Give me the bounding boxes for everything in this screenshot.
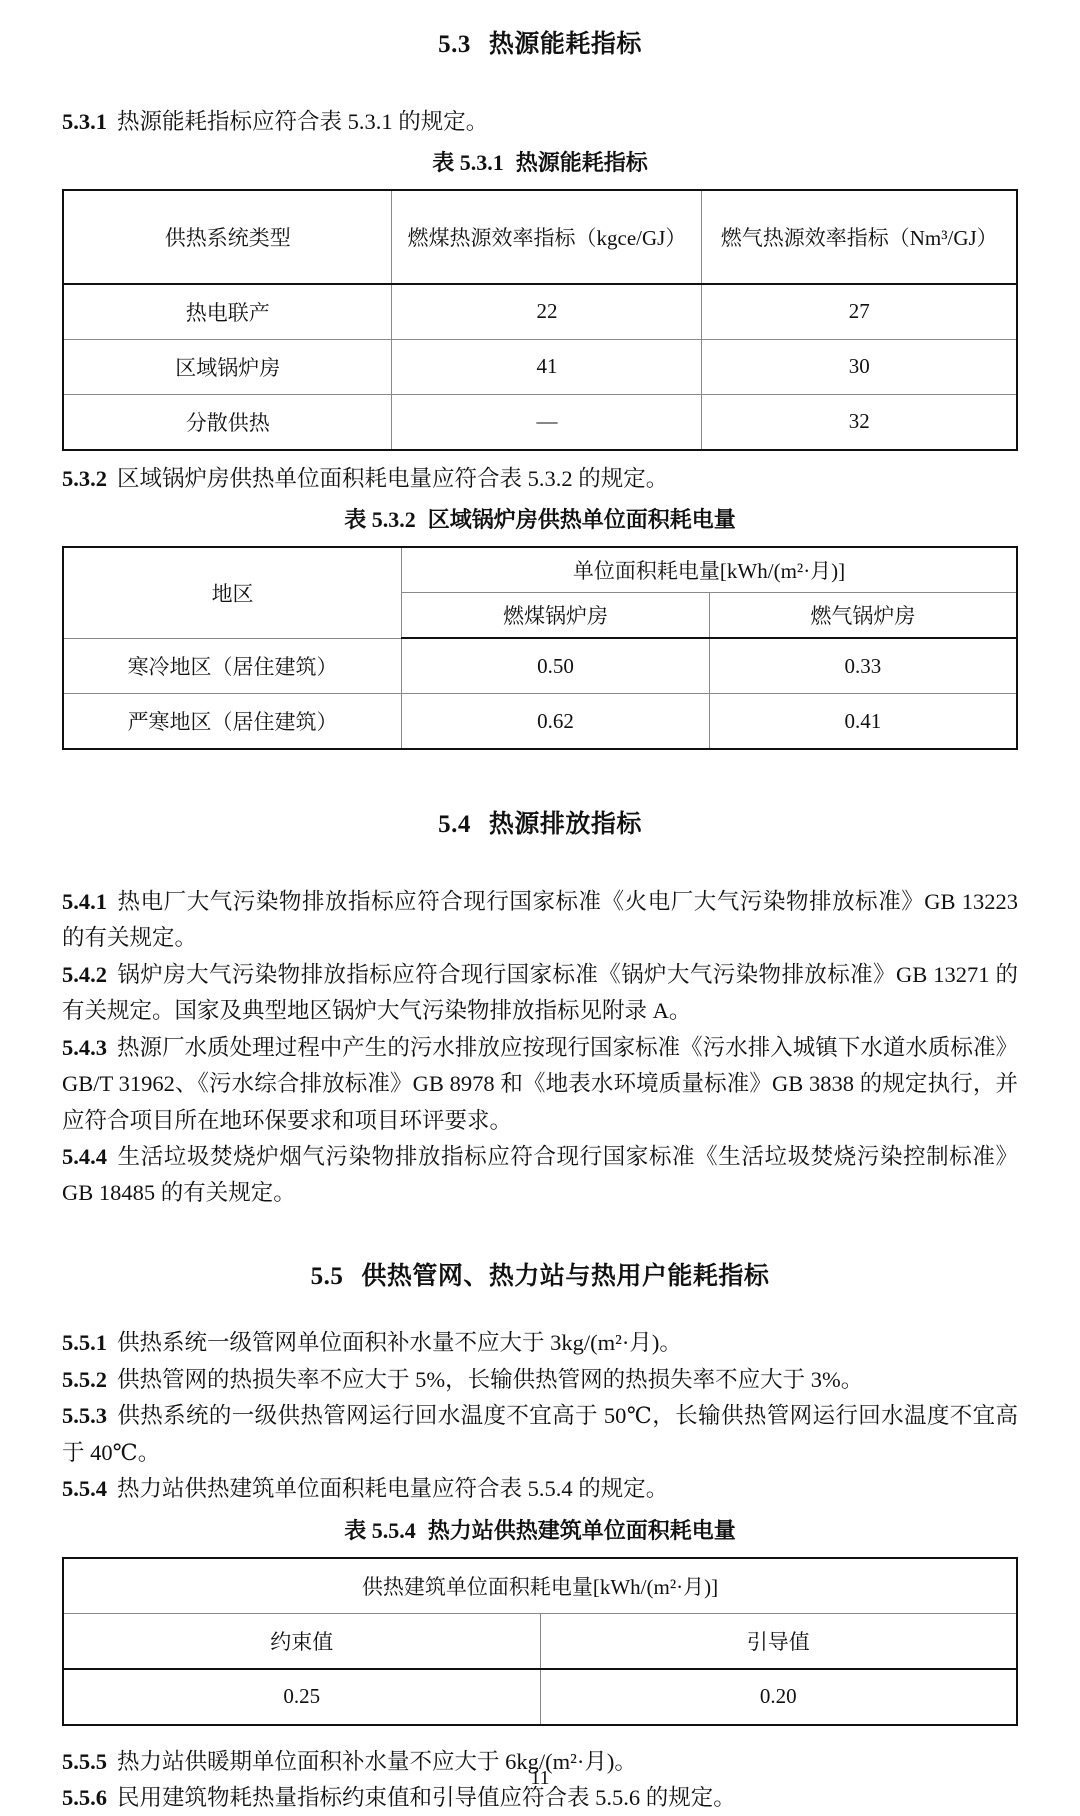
clause-text-5-3-2: 区域锅炉房供热单位面积耗电量应符合表 5.3.2 的规定。 [117, 465, 669, 491]
table-header-cell: 约束值 [63, 1613, 540, 1669]
table-header-cell: 燃气热源效率指标（Nm³/GJ） [702, 190, 1017, 284]
table-cell: 0.20 [540, 1669, 1017, 1725]
table-caption-5-3-2 [62, 503, 1018, 536]
table-cell: 热电联产 [63, 284, 392, 340]
section-number-5-4: 5.4 [438, 811, 471, 839]
clause-number-5-5-2: 5.5.2 [62, 1366, 107, 1392]
table-header-cell: 引导值 [540, 1613, 1017, 1669]
table-row [63, 339, 1017, 394]
table-cell: 41 [392, 339, 702, 394]
clause-text-5-4-4: 生活垃圾焚烧炉烟气污染物排放指标应符合现行国家标准《生活垃圾焚烧污染控制标准》GB 18485 的有关规定。 [62, 1143, 1018, 1206]
table-header-row [63, 1558, 1017, 1614]
clause-5-3-2 [62, 461, 1018, 497]
table-cell: 0.62 [402, 694, 710, 750]
table-cell: 0.41 [709, 694, 1017, 750]
table-title-5-5-4: 热力站供热建筑单位面积耗电量 [427, 1517, 736, 1543]
table-caption-5-5-4 [62, 1514, 1018, 1547]
table-row [63, 638, 1017, 694]
table-number-5-3-2: 表 5.3.2 [344, 507, 416, 533]
clause-5-5-1 [62, 1325, 1018, 1361]
table-cell: 0.25 [63, 1669, 540, 1725]
clause-number-5-5-3: 5.5.3 [62, 1403, 107, 1429]
section-heading-5-5 [62, 1258, 1018, 1296]
page-number: 11 [530, 1767, 550, 1790]
clause-text-5-5-3: 供热系统的一级供热管网运行回水温度不宜高于 50℃，长输供热管网运行回水温度不宜高于 40℃。 [62, 1403, 1018, 1465]
table-subheader-row [63, 1613, 1017, 1669]
clause-5-5-4 [62, 1471, 1018, 1507]
table-header-cell: 燃气锅炉房 [709, 593, 1017, 639]
section-heading-5-4 [62, 806, 1018, 844]
clause-number-5-5-5: 5.5.5 [62, 1748, 107, 1774]
table-cell: 分散供热 [63, 394, 392, 450]
table-header-cell-region: 地区 [63, 547, 402, 638]
table-cell: 寒冷地区（居住建筑） [63, 638, 402, 694]
table-cell: 区域锅炉房 [63, 339, 392, 394]
table-header-row [63, 547, 1017, 593]
clause-text-5-4-1: 热电厂大气污染物排放指标应符合现行国家标准《火电厂大气污染物排放标准》GB 13223 的有关规定。 [62, 888, 1018, 951]
clause-number-5-5-6: 5.5.6 [62, 1784, 107, 1810]
clause-number-5-4-1: 5.4.1 [62, 888, 107, 914]
clause-5-4-1 [62, 884, 1018, 957]
clause-5-4-4 [62, 1139, 1018, 1212]
section-title-5-4: 热源排放指标 [488, 811, 642, 839]
table-cell: 0.50 [402, 638, 710, 694]
clause-text-5-5-4: 热力站供热建筑单位面积耗电量应符合表 5.5.4 的规定。 [117, 1476, 669, 1502]
section-title-5-3: 热源能耗指标 [488, 31, 642, 58]
table-cell: 27 [702, 284, 1017, 340]
clause-text-5-4-2: 锅炉房大气污染物排放指标应符合现行国家标准《锅炉大气污染物排放标准》GB 13271 的有关规定。国家及典型地区锅炉大气污染物排放指标见附录 A。 [62, 961, 1018, 1024]
table-cell: 0.33 [709, 638, 1017, 694]
clause-number-5-4-4: 5.4.4 [62, 1143, 107, 1169]
table-cell: 严寒地区（居住建筑） [63, 694, 402, 750]
clause-5-5-2 [62, 1362, 1018, 1398]
clause-text-5-5-6: 民用建筑物耗热量指标约束值和引导值应符合表 5.5.6 的规定。 [117, 1784, 736, 1810]
clause-number-5-3-1: 5.3.1 [62, 108, 107, 134]
clause-text-5-3-1: 热源能耗指标应符合表 5.3.1 的规定。 [117, 108, 489, 134]
table-row [63, 694, 1017, 750]
table-number-5-3-1: 表 5.3.1 [432, 149, 504, 175]
section-number-5-5: 5.5 [310, 1262, 344, 1290]
table-header-cell: 供热系统类型 [63, 190, 392, 284]
table-header-cell-span: 单位面积耗电量[kWh/(m²·月)] [402, 547, 1017, 593]
clause-number-5-4-2: 5.4.2 [62, 961, 107, 987]
table-title-5-3-1: 热源能耗指标 [515, 149, 648, 175]
table-cell: 22 [392, 284, 702, 340]
table-cell: 32 [702, 394, 1017, 450]
clause-text-5-4-3: 热源厂水质处理过程中产生的污水排放应按现行国家标准《污水排入城镇下水道水质标准》GB/T 31962、《污水综合排放标准》GB 8978 和《地表水环境质量标准》GB 3838 的规定执行，并应符合项目所在地环保要求和项目环评要求。 [62, 1034, 1018, 1133]
table-row [63, 284, 1017, 340]
section-number-5-3: 5.3 [438, 31, 471, 58]
table-cell: 30 [702, 339, 1017, 394]
table-caption-5-3-1 [62, 146, 1018, 179]
clause-text-5-5-1: 供热系统一级管网单位面积补水量不应大于 3kg/(m²·月)。 [117, 1330, 682, 1356]
table-header-cell: 燃煤热源效率指标（kgce/GJ） [392, 190, 702, 284]
clause-text-5-5-2: 供热管网的热损失率不应大于 5%，长输供热管网的热损失率不应大于 3%。 [117, 1366, 864, 1392]
table-row [63, 394, 1017, 450]
table-cell: — [392, 394, 702, 450]
clause-number-5-3-2: 5.3.2 [62, 465, 107, 491]
clause-5-4-2 [62, 957, 1018, 1030]
clause-number-5-4-3: 5.4.3 [62, 1034, 107, 1060]
clause-5-4-3 [62, 1030, 1018, 1139]
table-row [63, 1669, 1017, 1725]
clause-5-3-1 [62, 104, 1018, 140]
clause-number-5-5-1: 5.5.1 [62, 1330, 107, 1356]
section-heading-5-3 [62, 26, 1018, 64]
table-header-row [63, 190, 1017, 284]
table-5-3-2 [62, 546, 1018, 750]
table-title-5-3-2: 区域锅炉房供热单位面积耗电量 [427, 507, 736, 533]
clause-text-5-5-5: 热力站供暖期单位面积补水量不应大于 6kg/(m²·月)。 [117, 1748, 637, 1774]
table-number-5-5-4: 表 5.5.4 [344, 1517, 416, 1543]
table-5-5-4 [62, 1557, 1018, 1726]
section-title-5-5: 供热管网、热力站与热用户能耗指标 [361, 1262, 770, 1290]
clause-number-5-5-4: 5.5.4 [62, 1476, 107, 1502]
table-5-3-1 [62, 189, 1018, 451]
table-header-cell-span: 供热建筑单位面积耗电量[kWh/(m²·月)] [63, 1558, 1017, 1614]
table-header-cell: 燃煤锅炉房 [402, 593, 710, 639]
clause-5-5-3 [62, 1398, 1018, 1471]
